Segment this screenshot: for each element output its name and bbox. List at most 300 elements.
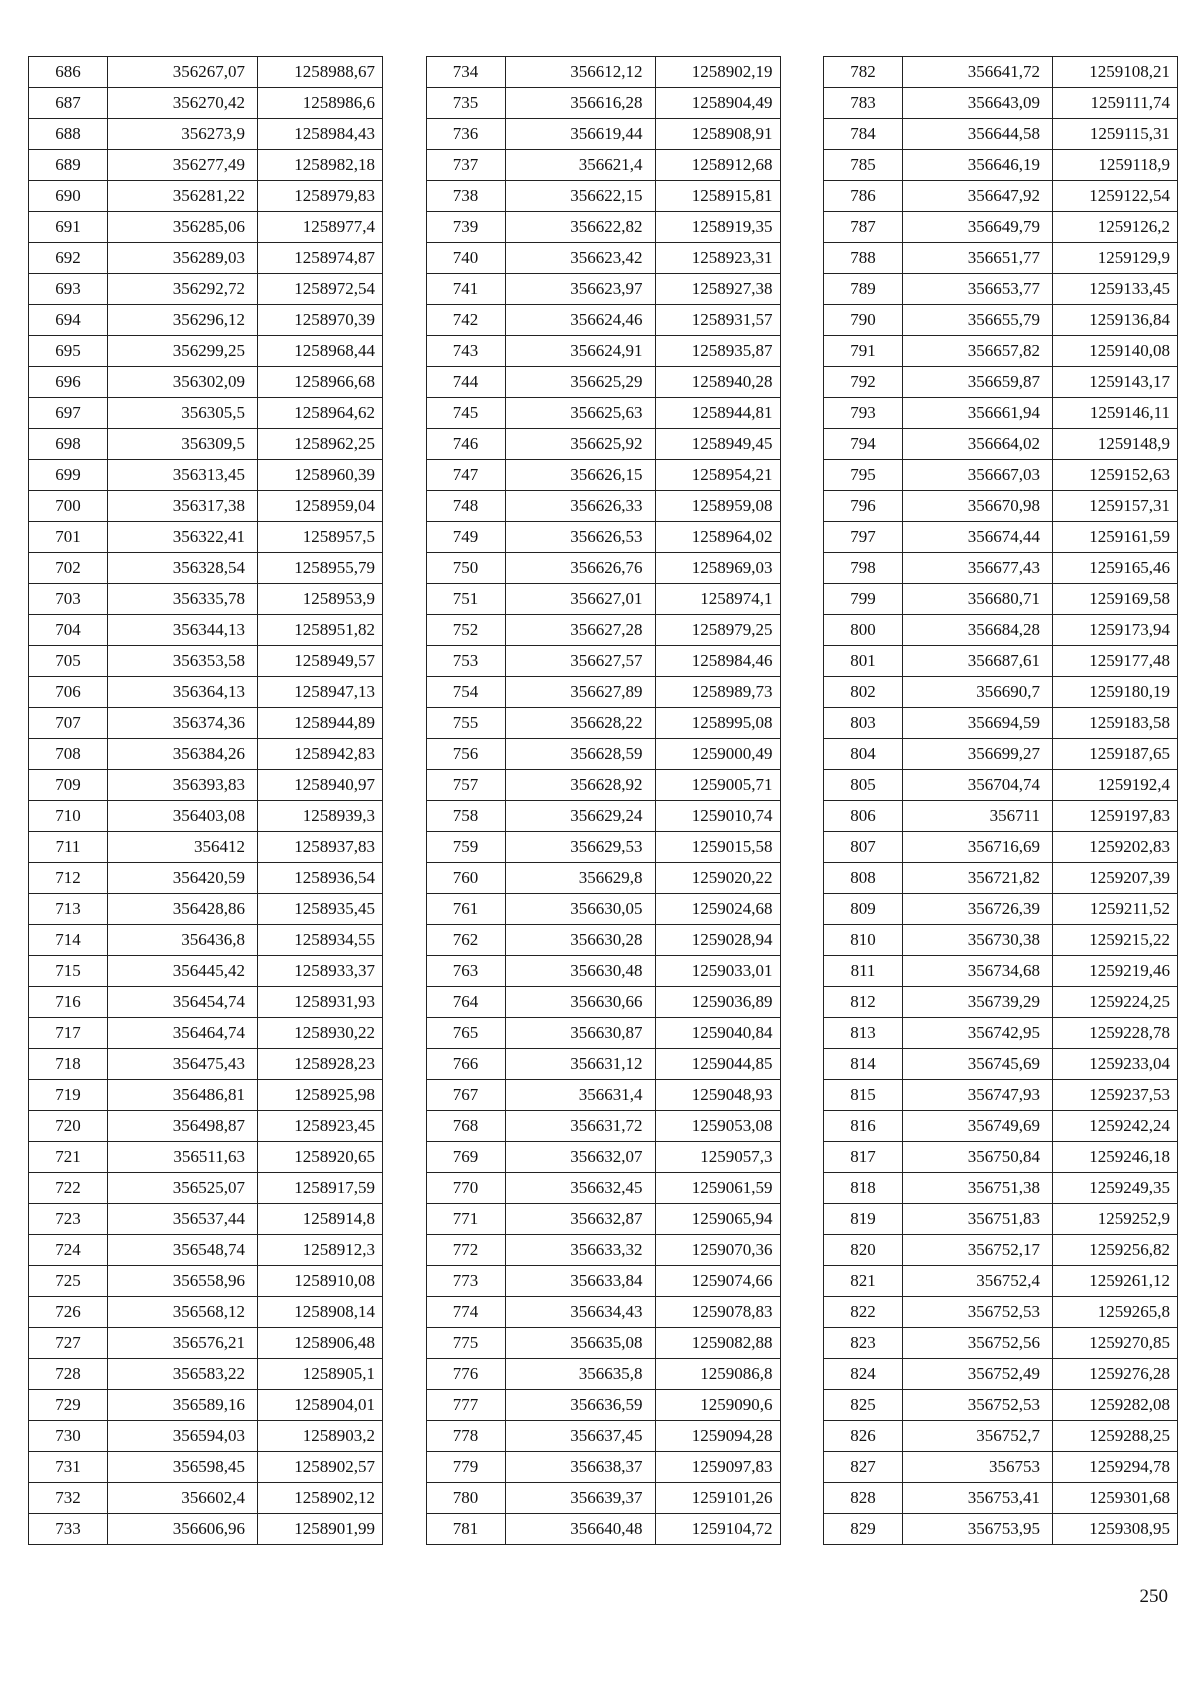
table-row: [426, 57, 780, 88]
y-coordinate-cell: 1259177,48: [1053, 646, 1178, 677]
y-coordinate-cell: 1258910,08: [258, 1266, 383, 1297]
table-row: [426, 1514, 780, 1545]
point-number-cell: 787: [824, 212, 903, 243]
table-row: [426, 336, 780, 367]
y-coordinate-cell: 1258970,39: [258, 305, 383, 336]
table-row: [426, 88, 780, 119]
y-coordinate-cell: 1258947,13: [258, 677, 383, 708]
y-coordinate-cell: 1259020,22: [655, 863, 780, 894]
point-number-cell: 713: [29, 894, 108, 925]
x-coordinate-cell: 356649,79: [903, 212, 1053, 243]
table-row: [426, 1483, 780, 1514]
x-coordinate-cell: 356623,42: [505, 243, 655, 274]
x-coordinate-cell: 356753,41: [903, 1483, 1053, 1514]
y-coordinate-cell: 1258919,35: [655, 212, 780, 243]
point-number-cell: 752: [426, 615, 505, 646]
table-row: [29, 243, 383, 274]
point-number-cell: 783: [824, 88, 903, 119]
point-number-cell: 786: [824, 181, 903, 212]
table-row: [29, 677, 383, 708]
x-coordinate-cell: 356750,84: [903, 1142, 1053, 1173]
x-coordinate-cell: 356716,69: [903, 832, 1053, 863]
x-coordinate-cell: 356704,74: [903, 770, 1053, 801]
point-number-cell: 793: [824, 398, 903, 429]
x-coordinate-cell: 356752,17: [903, 1235, 1053, 1266]
x-coordinate-cell: 356711: [903, 801, 1053, 832]
table-row: [824, 770, 1178, 801]
table-row: [824, 1452, 1178, 1483]
y-coordinate-cell: 1258931,93: [258, 987, 383, 1018]
y-coordinate-cell: 1258957,5: [258, 522, 383, 553]
point-number-cell: 712: [29, 863, 108, 894]
table-row: [29, 1514, 383, 1545]
point-number-cell: 767: [426, 1080, 505, 1111]
y-coordinate-cell: 1259115,31: [1053, 119, 1178, 150]
table-row: [426, 553, 780, 584]
y-coordinate-cell: 1258962,25: [258, 429, 383, 460]
point-number-cell: 711: [29, 832, 108, 863]
table-row: [29, 212, 383, 243]
point-number-cell: 700: [29, 491, 108, 522]
x-coordinate-cell: 356629,24: [505, 801, 655, 832]
y-coordinate-cell: 1259133,45: [1053, 274, 1178, 305]
point-number-cell: 745: [426, 398, 505, 429]
y-coordinate-cell: 1258942,83: [258, 739, 383, 770]
y-coordinate-cell: 1259140,08: [1053, 336, 1178, 367]
point-number-cell: 803: [824, 708, 903, 739]
point-number-cell: 730: [29, 1421, 108, 1452]
point-number-cell: 814: [824, 1049, 903, 1080]
coordinate-tables: [28, 56, 1178, 1545]
point-number-cell: 788: [824, 243, 903, 274]
y-coordinate-cell: 1259040,84: [655, 1018, 780, 1049]
point-number-cell: 791: [824, 336, 903, 367]
point-number-cell: 742: [426, 305, 505, 336]
x-coordinate-cell: 356643,09: [903, 88, 1053, 119]
table-row: [426, 1328, 780, 1359]
table-row: [824, 553, 1178, 584]
table-row: [29, 832, 383, 863]
y-coordinate-cell: 1258984,46: [655, 646, 780, 677]
x-coordinate-cell: 356602,4: [108, 1483, 258, 1514]
x-coordinate-cell: 356655,79: [903, 305, 1053, 336]
point-number-cell: 728: [29, 1359, 108, 1390]
x-coordinate-cell: 356653,77: [903, 274, 1053, 305]
y-coordinate-cell: 1258930,22: [258, 1018, 383, 1049]
y-coordinate-cell: 1259152,63: [1053, 460, 1178, 491]
y-coordinate-cell: 1259090,6: [655, 1390, 780, 1421]
table-row: [426, 1390, 780, 1421]
point-number-cell: 764: [426, 987, 505, 1018]
x-coordinate-cell: 356633,84: [505, 1266, 655, 1297]
point-number-cell: 703: [29, 584, 108, 615]
x-coordinate-cell: 356726,39: [903, 894, 1053, 925]
y-coordinate-cell: 1259148,9: [1053, 429, 1178, 460]
table-row: [824, 274, 1178, 305]
x-coordinate-cell: 356305,5: [108, 398, 258, 429]
table-row: [29, 925, 383, 956]
x-coordinate-cell: 356635,08: [505, 1328, 655, 1359]
y-coordinate-cell: 1258968,44: [258, 336, 383, 367]
table-row: [426, 1359, 780, 1390]
table-row: [29, 1359, 383, 1390]
point-number-cell: 698: [29, 429, 108, 460]
table-row: [824, 398, 1178, 429]
x-coordinate-cell: 356633,32: [505, 1235, 655, 1266]
table-row: [824, 88, 1178, 119]
y-coordinate-cell: 1258944,81: [655, 398, 780, 429]
table-row: [824, 801, 1178, 832]
point-number-cell: 747: [426, 460, 505, 491]
point-number-cell: 697: [29, 398, 108, 429]
y-coordinate-cell: 1259111,74: [1053, 88, 1178, 119]
table-row: [824, 615, 1178, 646]
table-row: [824, 336, 1178, 367]
table-row: [824, 1204, 1178, 1235]
table-row: [426, 119, 780, 150]
y-coordinate-cell: 1259070,36: [655, 1235, 780, 1266]
y-coordinate-cell: 1258979,83: [258, 181, 383, 212]
y-coordinate-cell: 1259207,39: [1053, 863, 1178, 894]
point-number-cell: 691: [29, 212, 108, 243]
point-number-cell: 827: [824, 1452, 903, 1483]
point-number-cell: 826: [824, 1421, 903, 1452]
x-coordinate-cell: 356454,74: [108, 987, 258, 1018]
y-coordinate-cell: 1259036,89: [655, 987, 780, 1018]
point-number-cell: 813: [824, 1018, 903, 1049]
table-row: [426, 863, 780, 894]
point-number-cell: 746: [426, 429, 505, 460]
table-row: [426, 243, 780, 274]
point-number-cell: 751: [426, 584, 505, 615]
point-number-cell: 804: [824, 739, 903, 770]
x-coordinate-cell: 356353,58: [108, 646, 258, 677]
point-number-cell: 781: [426, 1514, 505, 1545]
point-number-cell: 754: [426, 677, 505, 708]
point-number-cell: 708: [29, 739, 108, 770]
x-coordinate-cell: 356627,89: [505, 677, 655, 708]
x-coordinate-cell: 356322,41: [108, 522, 258, 553]
point-number-cell: 750: [426, 553, 505, 584]
table-row: [824, 1390, 1178, 1421]
y-coordinate-cell: 1259165,46: [1053, 553, 1178, 584]
table-row: [29, 1080, 383, 1111]
point-number-cell: 738: [426, 181, 505, 212]
table-row: [29, 1173, 383, 1204]
point-number-cell: 723: [29, 1204, 108, 1235]
point-number-cell: 796: [824, 491, 903, 522]
x-coordinate-cell: 356624,46: [505, 305, 655, 336]
table-row: [29, 305, 383, 336]
table-row: [824, 150, 1178, 181]
point-number-cell: 780: [426, 1483, 505, 1514]
y-coordinate-cell: 1258902,12: [258, 1483, 383, 1514]
x-coordinate-cell: 356598,45: [108, 1452, 258, 1483]
y-coordinate-cell: 1259061,59: [655, 1173, 780, 1204]
point-number-cell: 799: [824, 584, 903, 615]
point-number-cell: 744: [426, 367, 505, 398]
table-row: [29, 1390, 383, 1421]
y-coordinate-cell: 1258982,18: [258, 150, 383, 181]
table-row: [426, 367, 780, 398]
x-coordinate-cell: 356752,4: [903, 1266, 1053, 1297]
x-coordinate-cell: 356285,06: [108, 212, 258, 243]
x-coordinate-cell: 356630,05: [505, 894, 655, 925]
point-number-cell: 756: [426, 739, 505, 770]
point-number-cell: 743: [426, 336, 505, 367]
y-coordinate-cell: 1259249,35: [1053, 1173, 1178, 1204]
y-coordinate-cell: 1258969,03: [655, 553, 780, 584]
point-number-cell: 709: [29, 770, 108, 801]
table-row: [29, 429, 383, 460]
point-number-cell: 686: [29, 57, 108, 88]
y-coordinate-cell: 1259301,68: [1053, 1483, 1178, 1514]
point-number-cell: 801: [824, 646, 903, 677]
point-number-cell: 818: [824, 1173, 903, 1204]
table-row: [29, 708, 383, 739]
table-row: [29, 460, 383, 491]
point-number-cell: 726: [29, 1297, 108, 1328]
x-coordinate-cell: 356616,28: [505, 88, 655, 119]
table-row: [426, 1204, 780, 1235]
y-coordinate-cell: 1259033,01: [655, 956, 780, 987]
y-coordinate-cell: 1258988,67: [258, 57, 383, 88]
table-row: [824, 1328, 1178, 1359]
x-coordinate-cell: 356436,8: [108, 925, 258, 956]
point-number-cell: 819: [824, 1204, 903, 1235]
point-number-cell: 776: [426, 1359, 505, 1390]
point-number-cell: 725: [29, 1266, 108, 1297]
x-coordinate-cell: 356475,43: [108, 1049, 258, 1080]
table-row: [426, 615, 780, 646]
table-row: [426, 429, 780, 460]
table-row: [824, 1359, 1178, 1390]
y-coordinate-cell: 1258912,3: [258, 1235, 383, 1266]
y-coordinate-cell: 1258974,1: [655, 584, 780, 615]
point-number-cell: 719: [29, 1080, 108, 1111]
table-row: [29, 646, 383, 677]
x-coordinate-cell: 356684,28: [903, 615, 1053, 646]
x-coordinate-cell: 356630,87: [505, 1018, 655, 1049]
x-coordinate-cell: 356525,07: [108, 1173, 258, 1204]
y-coordinate-cell: 1258953,9: [258, 584, 383, 615]
x-coordinate-cell: 356281,22: [108, 181, 258, 212]
y-coordinate-cell: 1259101,26: [655, 1483, 780, 1514]
x-coordinate-cell: 356630,66: [505, 987, 655, 1018]
x-coordinate-cell: 356393,83: [108, 770, 258, 801]
x-coordinate-cell: 356625,92: [505, 429, 655, 460]
y-coordinate-cell: 1258915,81: [655, 181, 780, 212]
table-row: [29, 1452, 383, 1483]
y-coordinate-cell: 1258960,39: [258, 460, 383, 491]
x-coordinate-cell: 356751,83: [903, 1204, 1053, 1235]
y-coordinate-cell: 1258964,02: [655, 522, 780, 553]
x-coordinate-cell: 356622,82: [505, 212, 655, 243]
y-coordinate-cell: 1259173,94: [1053, 615, 1178, 646]
x-coordinate-cell: 356751,38: [903, 1173, 1053, 1204]
x-coordinate-cell: 356627,28: [505, 615, 655, 646]
table-row: [824, 832, 1178, 863]
point-number-cell: 727: [29, 1328, 108, 1359]
y-coordinate-cell: 1259122,54: [1053, 181, 1178, 212]
point-number-cell: 739: [426, 212, 505, 243]
point-number-cell: 689: [29, 150, 108, 181]
point-number-cell: 687: [29, 88, 108, 119]
y-coordinate-cell: 1259246,18: [1053, 1142, 1178, 1173]
point-number-cell: 773: [426, 1266, 505, 1297]
x-coordinate-cell: 356657,82: [903, 336, 1053, 367]
table-row: [29, 1297, 383, 1328]
point-number-cell: 704: [29, 615, 108, 646]
y-coordinate-cell: 1259086,8: [655, 1359, 780, 1390]
point-number-cell: 811: [824, 956, 903, 987]
x-coordinate-cell: 356634,43: [505, 1297, 655, 1328]
table-row: [29, 57, 383, 88]
y-coordinate-cell: 1258986,6: [258, 88, 383, 119]
point-number-cell: 701: [29, 522, 108, 553]
point-number-cell: 714: [29, 925, 108, 956]
y-coordinate-cell: 1259282,08: [1053, 1390, 1178, 1421]
x-coordinate-cell: 356628,59: [505, 739, 655, 770]
point-number-cell: 753: [426, 646, 505, 677]
point-number-cell: 775: [426, 1328, 505, 1359]
y-coordinate-cell: 1259094,28: [655, 1421, 780, 1452]
point-number-cell: 805: [824, 770, 903, 801]
table-row: [824, 1173, 1178, 1204]
x-coordinate-cell: 356677,43: [903, 553, 1053, 584]
table-row: [824, 243, 1178, 274]
table-row: [426, 894, 780, 925]
point-number-cell: 705: [29, 646, 108, 677]
x-coordinate-cell: 356583,22: [108, 1359, 258, 1390]
point-number-cell: 766: [426, 1049, 505, 1080]
table-row: [29, 553, 383, 584]
point-number-cell: 829: [824, 1514, 903, 1545]
x-coordinate-cell: 356752,56: [903, 1328, 1053, 1359]
table-row: [29, 398, 383, 429]
y-coordinate-cell: 1259237,53: [1053, 1080, 1178, 1111]
table-row: [426, 1111, 780, 1142]
x-coordinate-cell: 356302,09: [108, 367, 258, 398]
table-row: [824, 677, 1178, 708]
y-coordinate-cell: 1258902,19: [655, 57, 780, 88]
table-row: [824, 708, 1178, 739]
x-coordinate-cell: 356752,53: [903, 1297, 1053, 1328]
y-coordinate-cell: 1259010,74: [655, 801, 780, 832]
x-coordinate-cell: 356374,36: [108, 708, 258, 739]
point-number-cell: 718: [29, 1049, 108, 1080]
y-coordinate-cell: 1258923,45: [258, 1111, 383, 1142]
table-row: [29, 1421, 383, 1452]
point-number-cell: 820: [824, 1235, 903, 1266]
y-coordinate-cell: 1259270,85: [1053, 1328, 1178, 1359]
y-coordinate-cell: 1258917,59: [258, 1173, 383, 1204]
y-coordinate-cell: 1259157,31: [1053, 491, 1178, 522]
table-row: [824, 1297, 1178, 1328]
table-row: [426, 181, 780, 212]
table-row: [824, 987, 1178, 1018]
point-number-cell: 809: [824, 894, 903, 925]
point-number-cell: 815: [824, 1080, 903, 1111]
x-coordinate-cell: 356335,78: [108, 584, 258, 615]
x-coordinate-cell: 356747,93: [903, 1080, 1053, 1111]
x-coordinate-cell: 356639,37: [505, 1483, 655, 1514]
point-number-cell: 784: [824, 119, 903, 150]
x-coordinate-cell: 356630,28: [505, 925, 655, 956]
point-number-cell: 825: [824, 1390, 903, 1421]
point-number-cell: 769: [426, 1142, 505, 1173]
point-number-cell: 716: [29, 987, 108, 1018]
table-row: [29, 88, 383, 119]
y-coordinate-cell: 1259097,83: [655, 1452, 780, 1483]
y-coordinate-cell: 1258912,68: [655, 150, 780, 181]
table-row: [824, 1049, 1178, 1080]
x-coordinate-cell: 356612,12: [505, 57, 655, 88]
x-coordinate-cell: 356558,96: [108, 1266, 258, 1297]
point-number-cell: 821: [824, 1266, 903, 1297]
y-coordinate-cell: 1258954,21: [655, 460, 780, 491]
point-number-cell: 731: [29, 1452, 108, 1483]
y-coordinate-cell: 1259024,68: [655, 894, 780, 925]
y-coordinate-cell: 1258995,08: [655, 708, 780, 739]
table-row: [824, 1483, 1178, 1514]
x-coordinate-cell: 356464,74: [108, 1018, 258, 1049]
y-coordinate-cell: 1258927,38: [655, 274, 780, 305]
y-coordinate-cell: 1259256,82: [1053, 1235, 1178, 1266]
point-number-cell: 790: [824, 305, 903, 336]
y-coordinate-cell: 1259129,9: [1053, 243, 1178, 274]
point-number-cell: 785: [824, 150, 903, 181]
table-row: [426, 832, 780, 863]
y-coordinate-cell: 1259028,94: [655, 925, 780, 956]
y-coordinate-cell: 1258904,49: [655, 88, 780, 119]
table-row: [824, 460, 1178, 491]
x-coordinate-cell: 356626,33: [505, 491, 655, 522]
y-coordinate-cell: 1258902,57: [258, 1452, 383, 1483]
y-coordinate-cell: 1258949,45: [655, 429, 780, 460]
point-number-cell: 802: [824, 677, 903, 708]
table-row: [29, 491, 383, 522]
y-coordinate-cell: 1259044,85: [655, 1049, 780, 1080]
x-coordinate-cell: 356628,92: [505, 770, 655, 801]
point-number-cell: 710: [29, 801, 108, 832]
x-coordinate-cell: 356632,45: [505, 1173, 655, 1204]
table-row: [426, 1173, 780, 1204]
x-coordinate-cell: 356739,29: [903, 987, 1053, 1018]
x-coordinate-cell: 356317,38: [108, 491, 258, 522]
x-coordinate-cell: 356734,68: [903, 956, 1053, 987]
point-number-cell: 808: [824, 863, 903, 894]
x-coordinate-cell: 356629,53: [505, 832, 655, 863]
x-coordinate-cell: 356445,42: [108, 956, 258, 987]
table-row: [29, 1142, 383, 1173]
point-number-cell: 748: [426, 491, 505, 522]
y-coordinate-cell: 1258935,45: [258, 894, 383, 925]
y-coordinate-cell: 1258934,55: [258, 925, 383, 956]
y-coordinate-cell: 1259005,71: [655, 770, 780, 801]
table-row: [29, 584, 383, 615]
table-row: [29, 119, 383, 150]
point-number-cell: 795: [824, 460, 903, 491]
y-coordinate-cell: 1259215,22: [1053, 925, 1178, 956]
x-coordinate-cell: 356631,72: [505, 1111, 655, 1142]
table-row: [426, 677, 780, 708]
y-coordinate-cell: 1259136,84: [1053, 305, 1178, 336]
x-coordinate-cell: 356664,02: [903, 429, 1053, 460]
y-coordinate-cell: 1259161,59: [1053, 522, 1178, 553]
table-row: [824, 57, 1178, 88]
table-row: [824, 1142, 1178, 1173]
